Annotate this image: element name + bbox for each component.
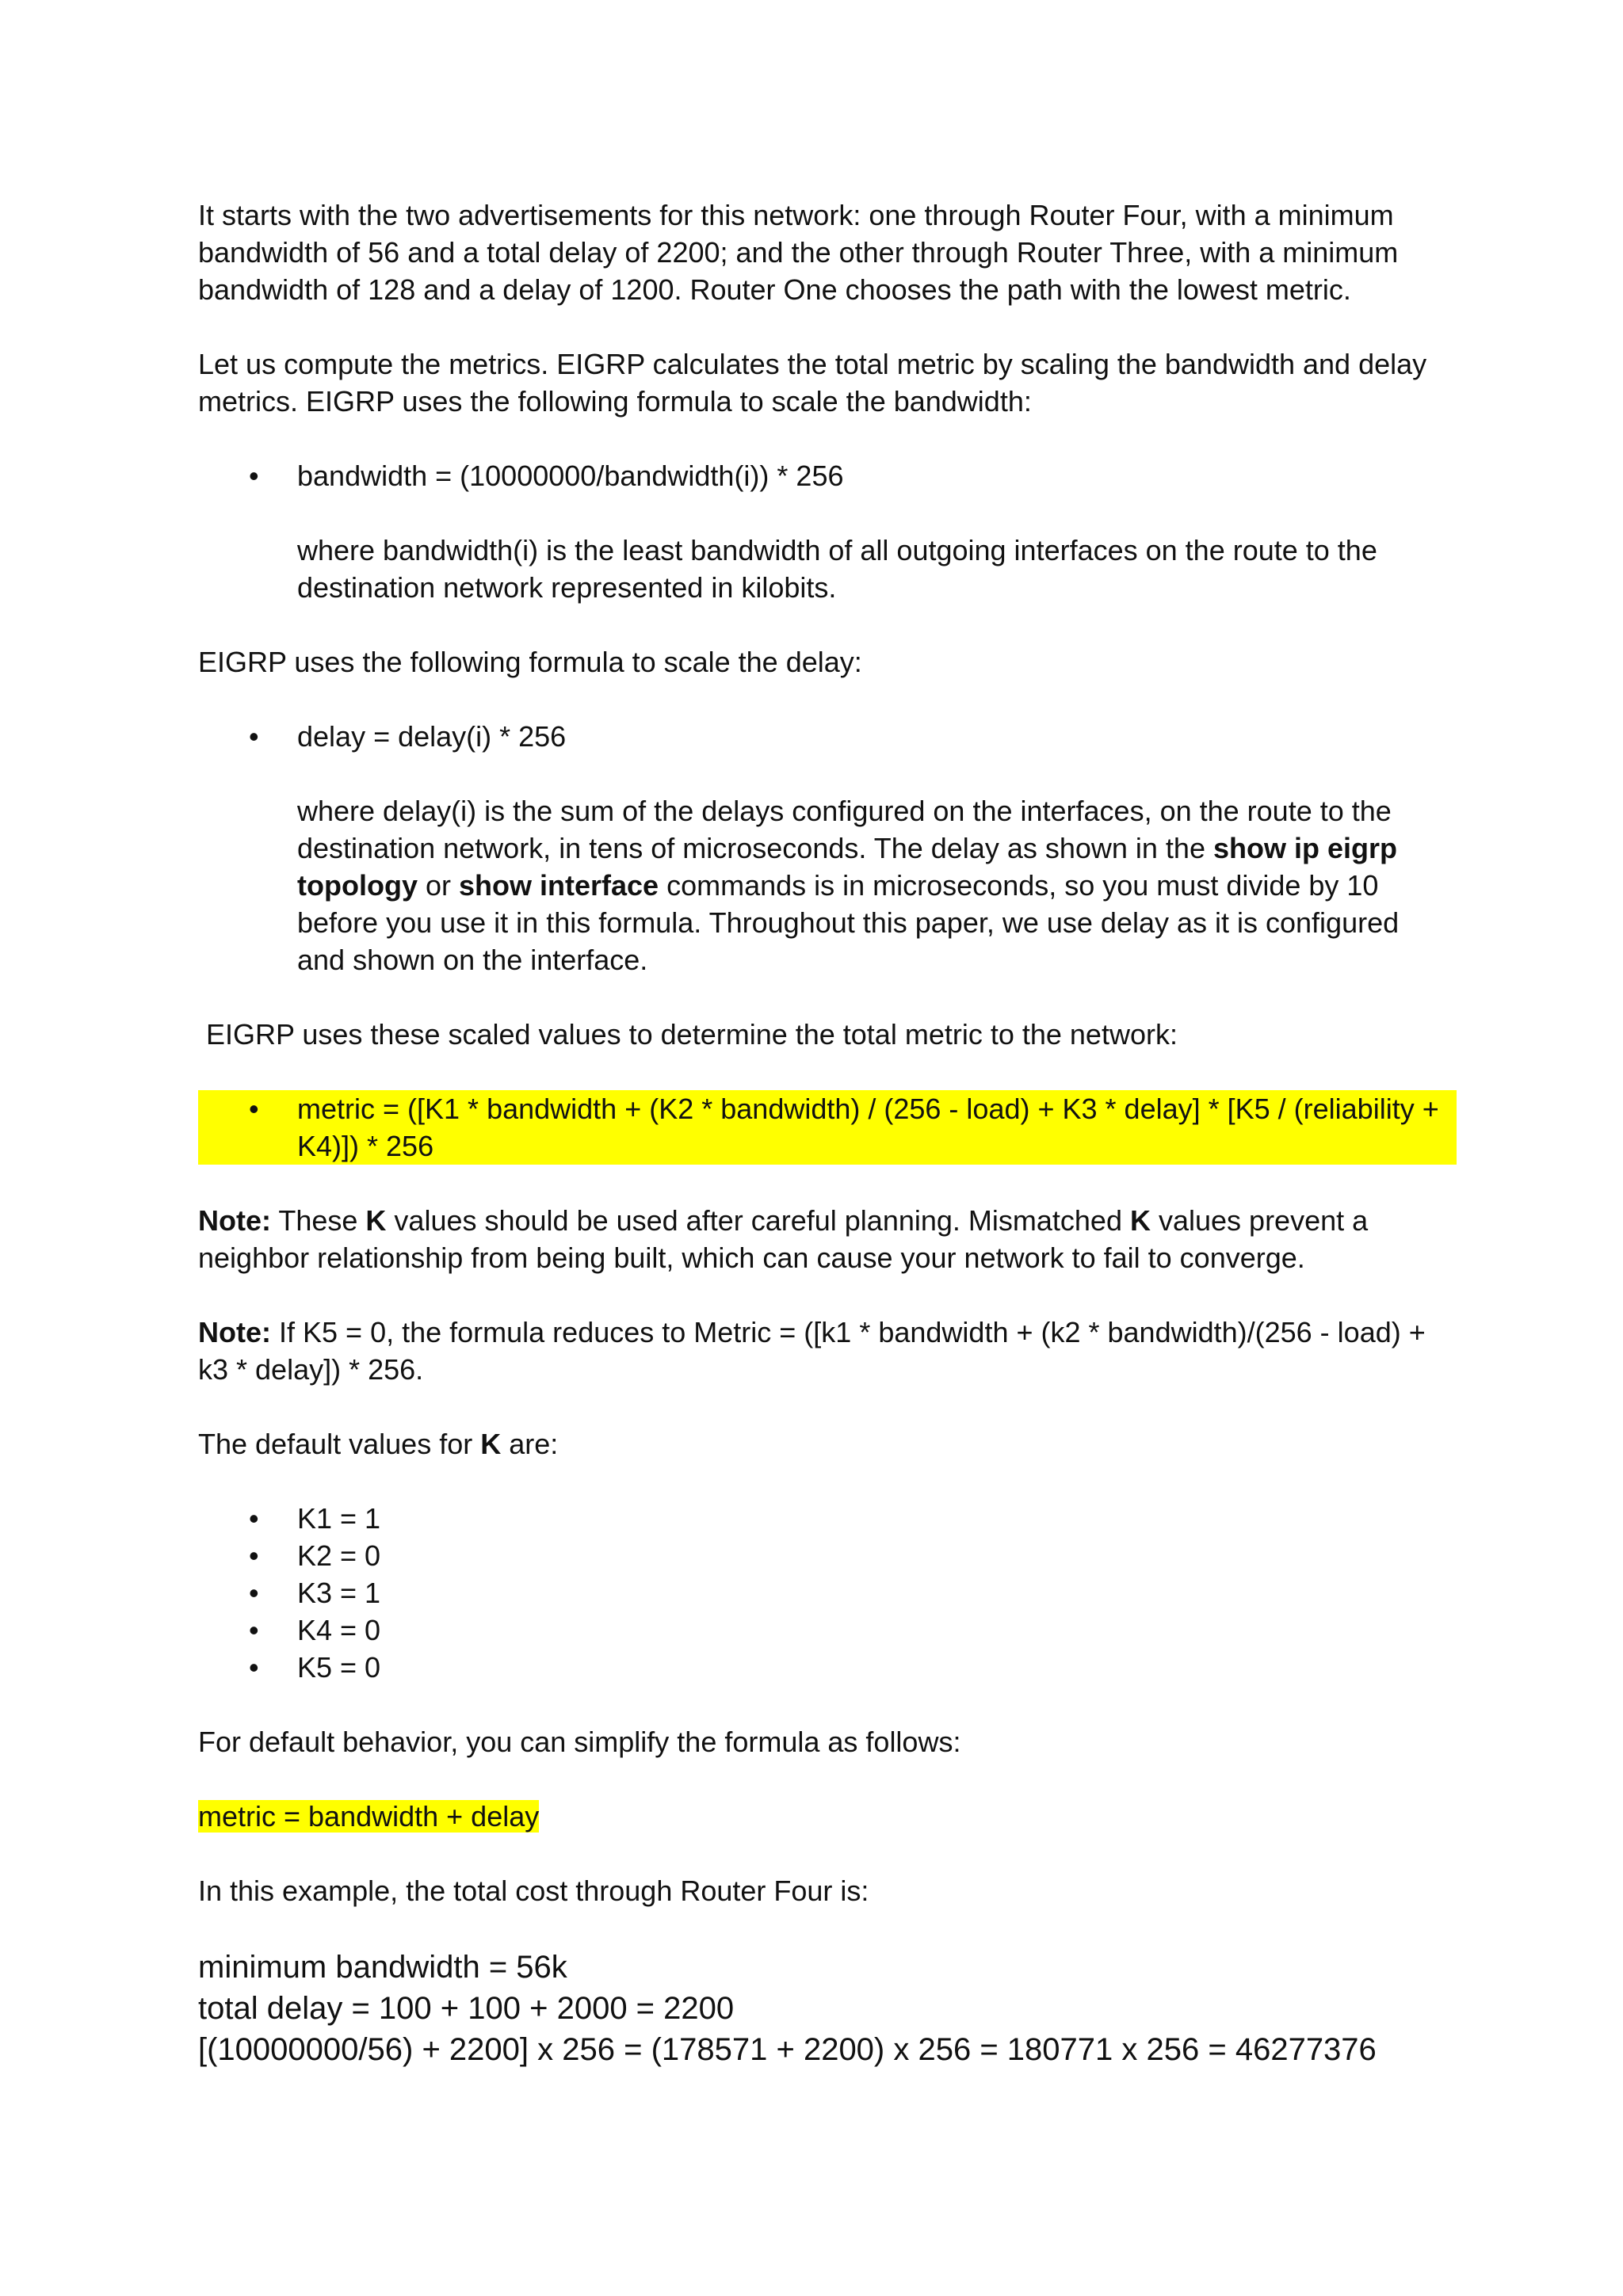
delay-formula: delay = delay(i) * 256 (297, 720, 567, 753)
bandwidth-explanation: where bandwidth(i) is the least bandwidth of all outgoing interfaces on the route to the destination network represented in kilobits. (297, 534, 1377, 604)
k-value: K4 = 0 (297, 1614, 381, 1646)
note-text: values prevent a neighbor relationship from being built, which can cause your network to fail to converge. (198, 1204, 1369, 1274)
k-values-list (198, 1500, 1450, 1686)
note-text: These (271, 1204, 366, 1237)
metric-formula-item (198, 1090, 1457, 1165)
list-item-k3 (198, 1574, 1450, 1611)
delay-formula-item (198, 718, 1450, 755)
k-term: K (1129, 1204, 1151, 1237)
calculation-block (198, 1947, 1450, 2070)
list-item-k2 (198, 1537, 1450, 1574)
note-k-planning (198, 1202, 1450, 1276)
note-k5-zero (198, 1314, 1450, 1388)
bullet-icon: • (249, 460, 259, 492)
bullet-icon: • (249, 1577, 259, 1609)
simple-formula: metric = bandwidth + delay (198, 1800, 540, 1833)
calc-min-bandwidth: minimum bandwidth = 56k (198, 1950, 567, 1985)
bullet-icon: • (249, 1651, 259, 1684)
bullet-icon: • (249, 720, 259, 753)
simplify-intro-paragraph: For default behavior, you can simplify the formula as follows: (198, 1726, 961, 1758)
calc-metric-result: [(10000000/56) + 2200] x 256 = (178571 + 2200) x 256 = 180771 x 256 = 46277376 (198, 2032, 1377, 2067)
intro-paragraph: It starts with the two advertisements for this network: one through Router Four, with a minimum bandwidth of 56 and a total delay of 2200; and the other through Router Three, with a minimum bandwidth of 128 and a delay of 1200. Router One chooses the path with the lowest metric. (198, 199, 1399, 306)
document-page (198, 196, 1450, 2070)
defaults-intro-paragraph (198, 1425, 1450, 1463)
note-label: Note: (198, 1316, 271, 1348)
list-item-k5 (198, 1649, 1450, 1686)
bullet-icon: • (249, 1539, 259, 1572)
k-term: K (480, 1428, 502, 1460)
delay-explanation-text: where delay(i) is the sum of the delays configured on the interfaces, on the route to the destination network, in tens of microseconds. The delay as shown in the (297, 795, 1392, 864)
bullet-icon: • (249, 1502, 259, 1535)
bandwidth-formula: bandwidth = (10000000/bandwidth(i)) * 256 (297, 460, 844, 492)
k-term: K (365, 1204, 387, 1237)
defaults-intro-text: are: (501, 1428, 559, 1460)
list-item-k4 (198, 1611, 1450, 1649)
defaults-intro-text: The default values for (198, 1428, 481, 1460)
delay-intro-paragraph: EIGRP uses the following formula to scale the delay: (198, 646, 862, 678)
k-value: K1 = 1 (297, 1502, 381, 1535)
delay-explanation-text: commands is in microseconds, so you must divide by 10 before you use it in this formula. Throughout this paper, we use delay as it is configured and shown on the interface. (297, 869, 1400, 976)
k-value: K2 = 0 (297, 1539, 381, 1572)
delay-explanation (198, 792, 1450, 978)
calc-total-delay: total delay = 100 + 100 + 2000 = 2200 (198, 1991, 735, 2026)
list-item-k1 (198, 1500, 1450, 1537)
bandwidth-formula-item (198, 457, 1450, 494)
metric-formula: metric = ([K1 * bandwidth + (K2 * bandwidth) / (256 - load) + K3 * delay] * [K5 / (reliability + K4)]) * 256 (297, 1093, 1439, 1162)
metric-intro-paragraph: EIGRP uses these scaled values to determine the total metric to the network: (198, 1018, 1178, 1051)
simple-formula-line (198, 1798, 1450, 1835)
k-value: K3 = 1 (297, 1577, 381, 1609)
note-text: values should be used after careful planning. Mismatched (386, 1204, 1130, 1237)
command-show-ip-eigrp-topology: show ip eigrp topology (297, 832, 1397, 902)
note-text: If K5 = 0, the formula reduces to Metric = ([k1 * bandwidth + (k2 * bandwidth)/(256 - load) + k3 * delay]) * 256. (198, 1316, 1426, 1386)
command-show-interface: show interface (458, 869, 659, 902)
bullet-icon: • (249, 1614, 259, 1646)
delay-explanation-text: or (417, 869, 459, 902)
note-label: Note: (198, 1204, 271, 1237)
example-intro-paragraph: In this example, the total cost through Router Four is: (198, 1875, 869, 1907)
compute-intro-paragraph: Let us compute the metrics. EIGRP calculates the total metric by scaling the bandwidth and delay metrics. EIGRP uses the following formula to scale the bandwidth: (198, 348, 1427, 418)
bullet-icon: • (249, 1093, 259, 1125)
k-value: K5 = 0 (297, 1651, 381, 1684)
